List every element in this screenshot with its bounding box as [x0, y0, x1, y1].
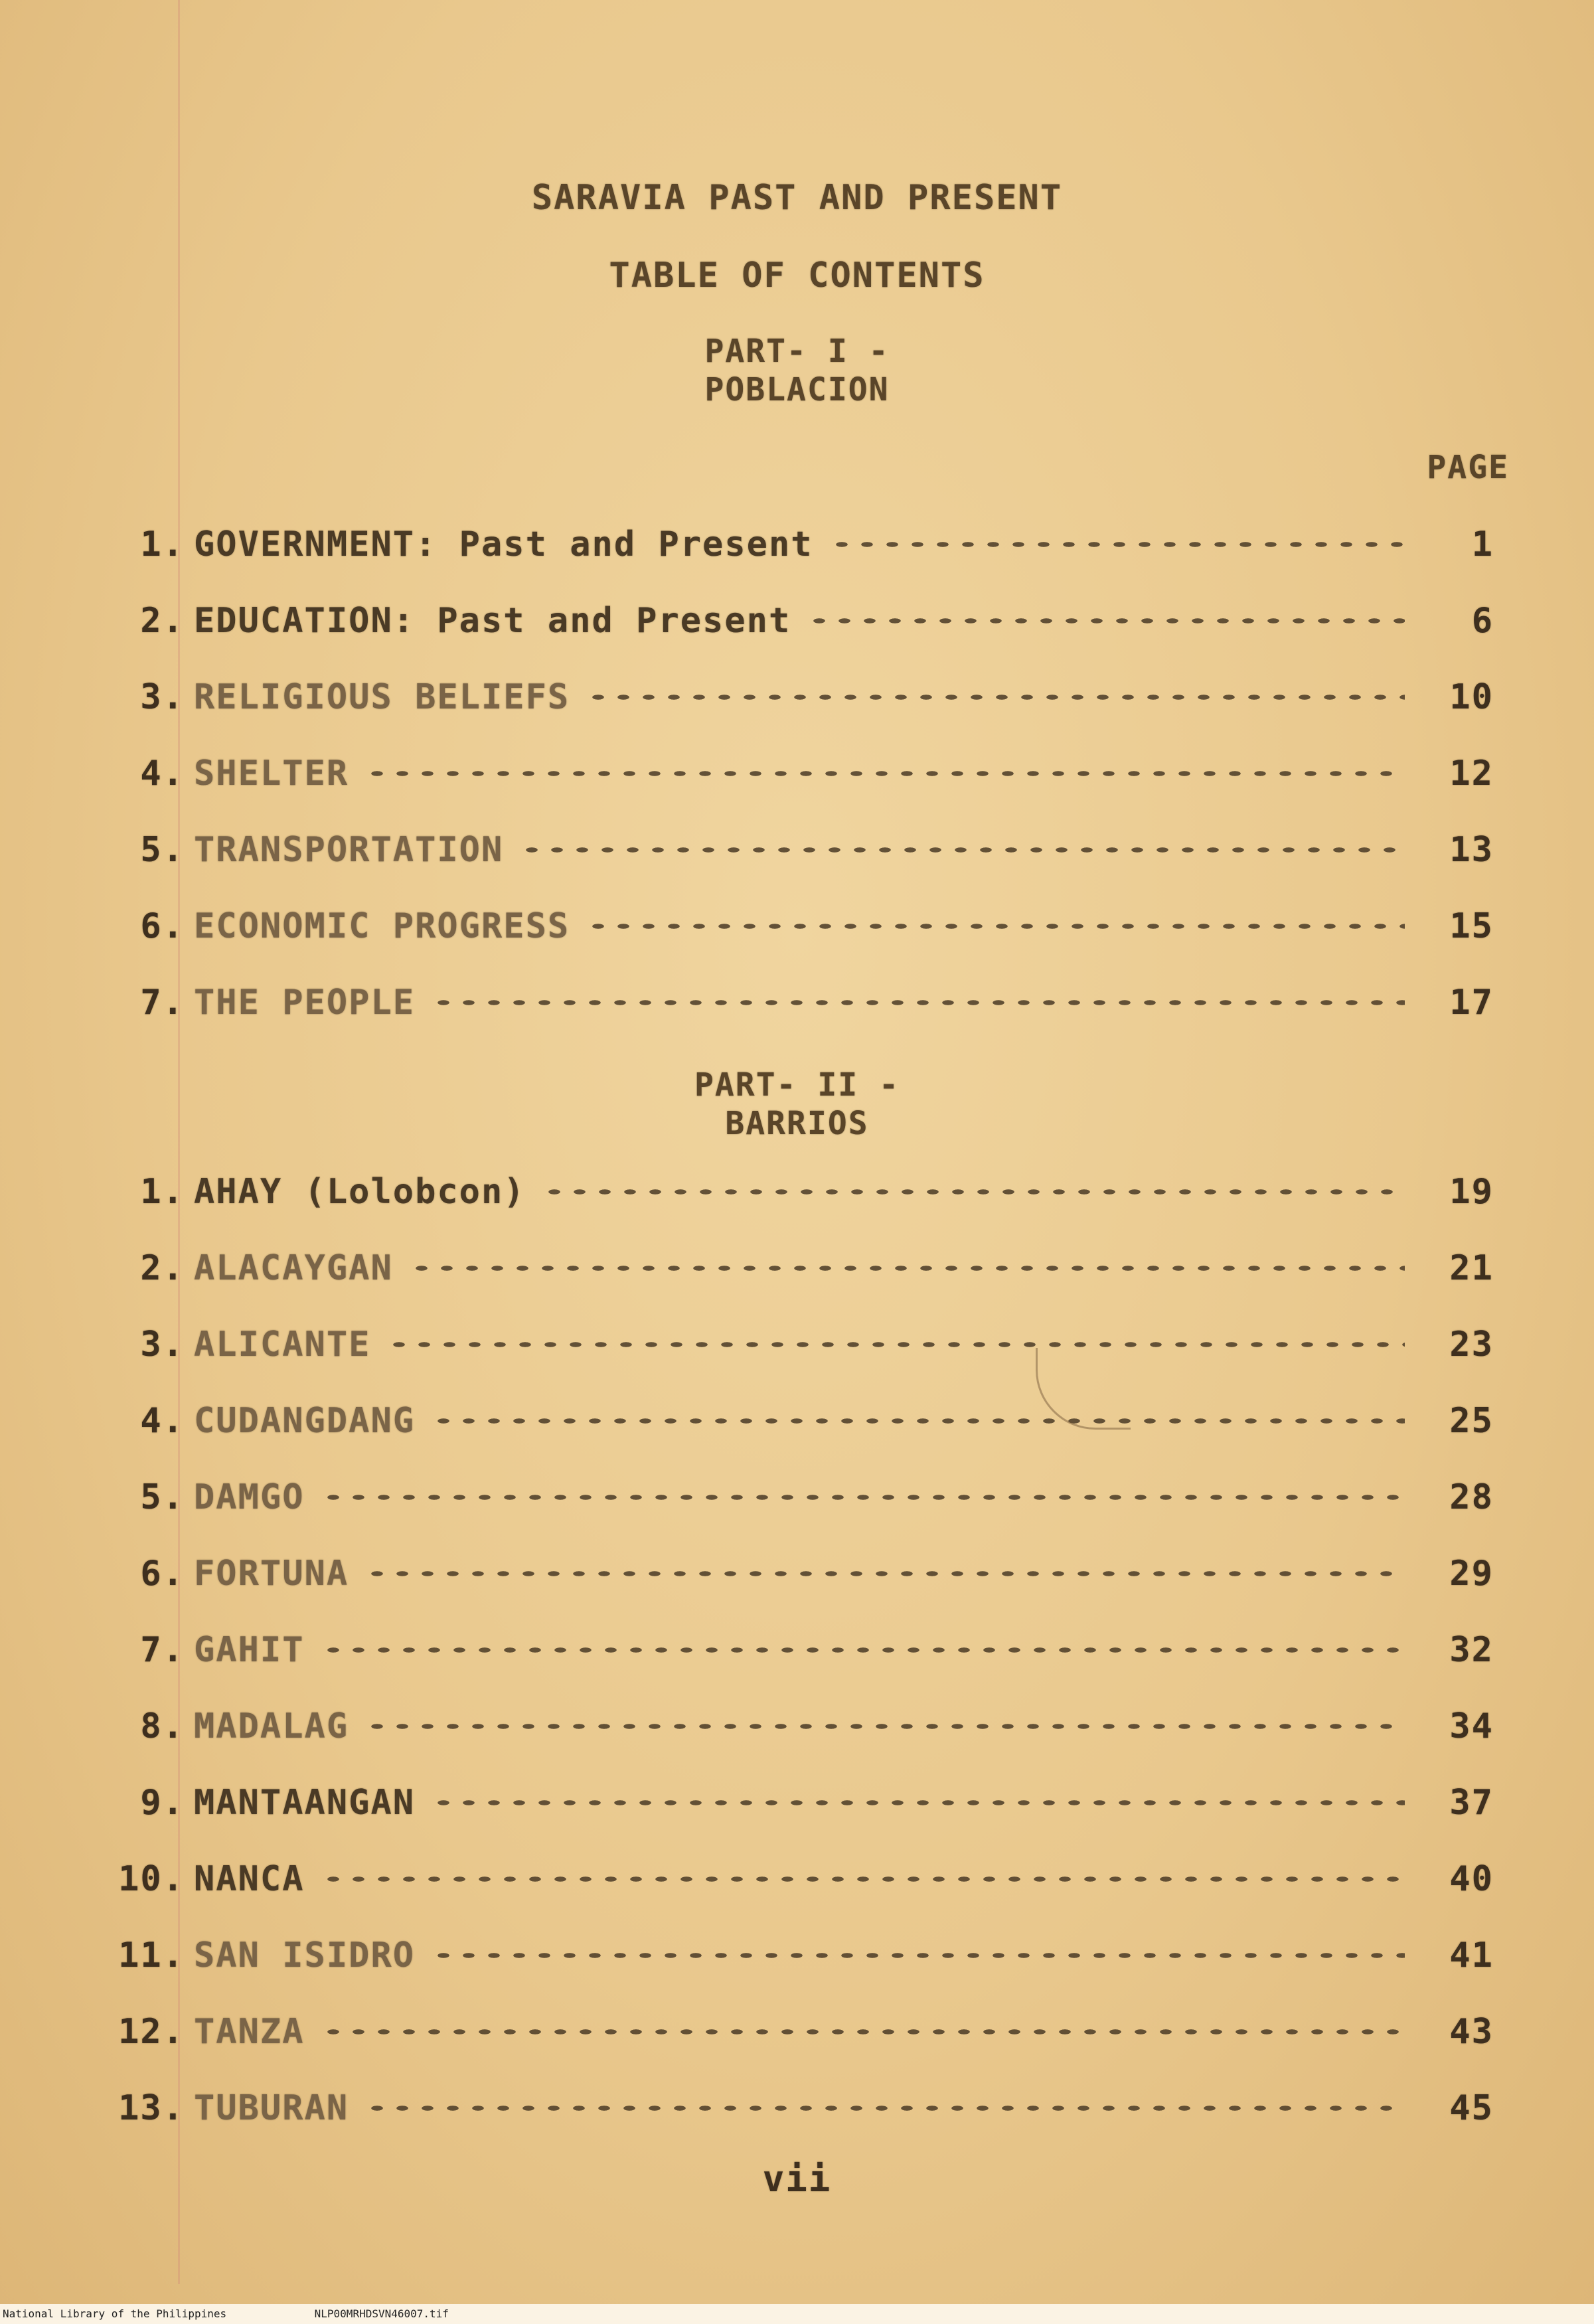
dot-leader: [542, 1189, 1405, 1195]
toc-title: SHELTER: [194, 754, 349, 793]
dot-leader: [807, 618, 1405, 623]
dot-leader: [364, 1724, 1405, 1729]
dot-leader: [431, 1000, 1405, 1005]
toc-title: ALACAYGAN: [194, 1248, 393, 1288]
toc-page-number: 28: [1449, 1477, 1494, 1517]
dot-leader: [431, 1418, 1405, 1424]
toc-title: TUBURAN: [194, 2088, 349, 2128]
toc-row: [100, 827, 1494, 873]
toc-row: [100, 1398, 1494, 1444]
page-number: vii: [762, 2158, 832, 2200]
toc-page-number: 23: [1449, 1325, 1494, 1365]
dot-leader: [829, 542, 1405, 547]
toc-number: 10.: [118, 1859, 185, 1899]
part1-heading: [0, 332, 1594, 409]
dot-leader: [321, 1495, 1405, 1500]
toc-row: [100, 1627, 1494, 1673]
toc-row: [100, 2085, 1494, 2131]
toc-number: 3.: [140, 1325, 185, 1365]
toc-number: 6.: [140, 906, 185, 946]
footer-file-id: NLP00MRHDSVN46007.tif: [314, 2307, 449, 2320]
toc-title: EDUCATION: Past and Present: [194, 601, 791, 641]
toc-page-number: 12: [1449, 754, 1494, 793]
toc-number: 11.: [118, 1936, 185, 1975]
dot-leader: [321, 2029, 1405, 2034]
dot-leader: [586, 924, 1405, 929]
part1-heading-line1: PART- I -: [704, 333, 890, 370]
toc-row: [100, 1932, 1494, 1979]
part2-heading: [0, 1066, 1594, 1143]
toc-page-number: 13: [1449, 830, 1494, 870]
toc-number: 3.: [140, 677, 185, 717]
dot-leader: [409, 1266, 1405, 1271]
dot-leader: [519, 847, 1405, 853]
toc-row: [100, 598, 1494, 644]
toc-row: [100, 979, 1494, 1026]
toc-title: GOVERNMENT: Past and Present: [194, 525, 813, 564]
toc-number: 1.: [140, 525, 185, 564]
toc-row: [100, 1245, 1494, 1291]
toc-page-number: 15: [1449, 906, 1494, 946]
toc-title: NANCA: [194, 1859, 305, 1899]
part2-heading-line2: BARRIOS: [725, 1105, 869, 1142]
toc-page-number: 25: [1449, 1401, 1494, 1441]
toc-title: THE PEOPLE: [194, 983, 416, 1023]
dot-leader: [321, 1647, 1405, 1653]
dot-leader: [431, 1953, 1405, 1958]
toc-page-number: 1: [1471, 525, 1494, 564]
toc-page-number: 32: [1449, 1630, 1494, 1670]
document-subtitle: TABLE OF CONTENTS: [609, 256, 985, 295]
toc-row: [100, 1321, 1494, 1368]
toc-title: TRANSPORTATION: [194, 830, 504, 870]
toc-number: 8.: [140, 1706, 185, 1746]
dot-leader: [364, 771, 1405, 776]
toc-page-number: 19: [1449, 1172, 1494, 1212]
toc-page-number: 34: [1449, 1706, 1494, 1746]
toc-row: [100, 1169, 1494, 1215]
scan-footer: [0, 2304, 1594, 2324]
toc-number: 12.: [118, 2012, 185, 2052]
dot-leader: [364, 2106, 1405, 2111]
toc-row: [100, 1856, 1494, 1902]
toc-title: TANZA: [194, 2012, 305, 2052]
toc-number: 5.: [140, 830, 185, 870]
toc-row: [100, 1703, 1494, 1750]
toc-number: 4.: [140, 754, 185, 793]
toc-title: ECONOMIC PROGRESS: [194, 906, 570, 946]
toc-number: 13.: [118, 2088, 185, 2128]
footer-archive: National Library of the Philippines: [3, 2307, 227, 2320]
part2-heading-line1: PART- II -: [694, 1066, 900, 1104]
toc-row: [100, 903, 1494, 950]
toc-number: 5.: [140, 1477, 185, 1517]
toc-page-number: 6: [1471, 601, 1494, 641]
toc-row: [100, 1780, 1494, 1826]
toc-number: 4.: [140, 1401, 185, 1441]
toc-page-number: 41: [1449, 1936, 1494, 1975]
toc-number: 7.: [140, 1630, 185, 1670]
toc-title: ALICANTE: [194, 1325, 371, 1365]
toc-row: [100, 521, 1494, 568]
toc-page-number: 21: [1449, 1248, 1494, 1288]
toc-page-number: 40: [1449, 1859, 1494, 1899]
document-title: SARAVIA PAST AND PRESENT: [531, 178, 1063, 218]
toc-row: [100, 750, 1494, 797]
toc-row: [100, 2009, 1494, 2055]
toc-title: MADALAG: [194, 1706, 349, 1746]
toc-number: 6.: [140, 1554, 185, 1594]
dot-leader: [431, 1800, 1405, 1805]
toc-page-number: 45: [1449, 2088, 1494, 2128]
toc-row: [100, 1474, 1494, 1521]
toc-title: CUDANGDANG: [194, 1401, 416, 1441]
toc-page-number: 17: [1449, 983, 1494, 1023]
toc-number: 9.: [140, 1783, 185, 1823]
toc-title: AHAY (Lolobcon): [194, 1172, 526, 1212]
toc-title: RELIGIOUS BELIEFS: [194, 677, 570, 717]
toc-page-number: 10: [1449, 677, 1494, 717]
toc-number: 2.: [140, 601, 185, 641]
dot-leader: [586, 695, 1405, 700]
toc-title: MANTAANGAN: [194, 1783, 416, 1823]
toc-row: [100, 674, 1494, 720]
toc-row: [100, 1550, 1494, 1597]
toc-number: 1.: [140, 1172, 185, 1212]
page-column-label: PAGE: [1427, 449, 1509, 486]
dot-leader: [386, 1342, 1405, 1347]
toc-title: FORTUNA: [194, 1554, 349, 1594]
toc-title: SAN ISIDRO: [194, 1936, 416, 1975]
toc-title: DAMGO: [194, 1477, 305, 1517]
toc-page-number: 37: [1449, 1783, 1494, 1823]
toc-title: GAHIT: [194, 1630, 305, 1670]
toc-page-number: 43: [1449, 2012, 1494, 2052]
part1-heading-line2: POBLACION: [704, 371, 890, 408]
toc-number: 7.: [140, 983, 185, 1023]
toc-number: 2.: [140, 1248, 185, 1288]
toc-page-number: 29: [1449, 1554, 1494, 1594]
dot-leader: [364, 1571, 1405, 1576]
dot-leader: [321, 1876, 1405, 1882]
